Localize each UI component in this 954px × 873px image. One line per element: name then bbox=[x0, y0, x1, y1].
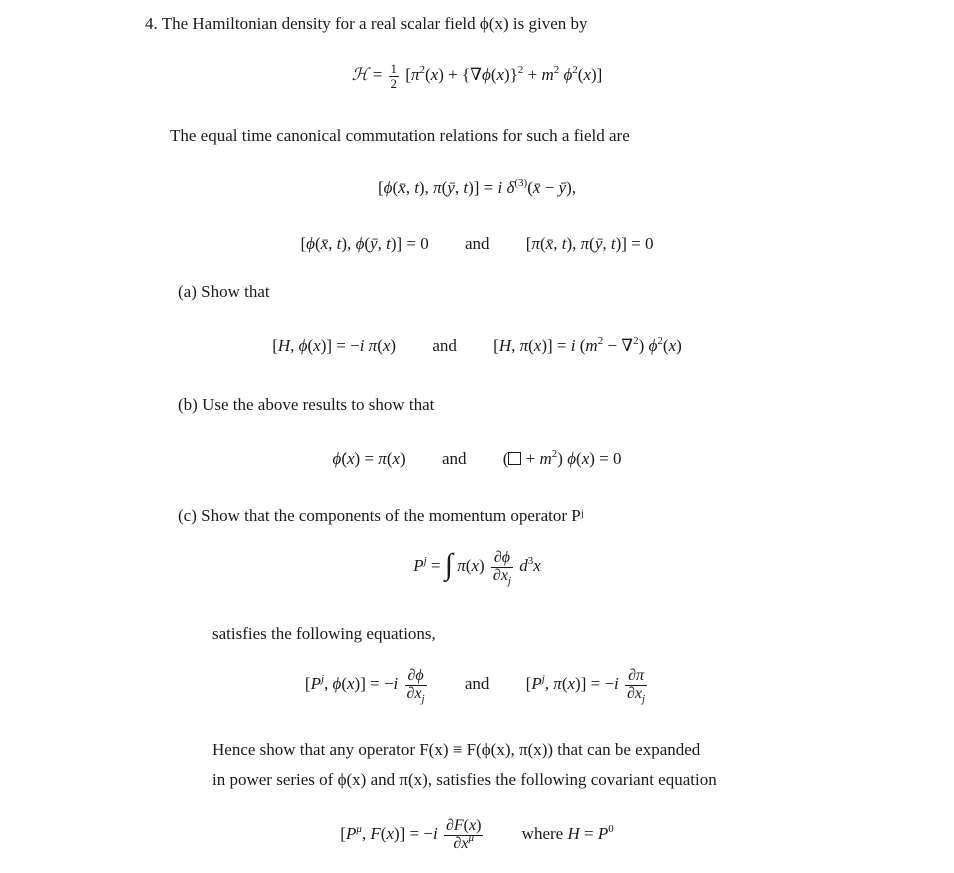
satisfies-text: satisfies the following equations, bbox=[212, 624, 436, 643]
part-b-equation: ϕ̇(x) = π(x) and ( + $m^2$) ϕ(x) = 0 bbox=[332, 448, 622, 468]
ccr-equation-phi-pi: [ϕ(x̄, t), π(ȳ, t)] = i $\delta^{(3)}(x̄$ − ȳ), bbox=[377, 177, 576, 197]
and-connector: and bbox=[465, 234, 490, 253]
hence-text-line2: in power series of ϕ(x) and π(x), satisfies the following covariant equation bbox=[212, 770, 717, 789]
hence-text-line1: Hence show that any operator F(x) ≡ F(ϕ(x), π(x)) that can be expanded bbox=[212, 740, 701, 759]
momentum-commutator-equations: [$P^j$, ϕ(x)] = −i $\frac{\partial\phi}{\partial x_j}$ and [$P^j$, π(x)] = −i $\frac{\partial\pi}{\partial x_j}$ bbox=[304, 667, 646, 705]
and-connector: and bbox=[464, 674, 490, 694]
problem-intro bbox=[145, 14, 587, 34]
ccr-equation-phi-phi-pi-pi: [ϕ(x̄, t), ϕ(ȳ, t)] = 0 and [π(x̄, t), π(ȳ, t)] = 0 bbox=[300, 234, 654, 253]
part-a-heading bbox=[178, 282, 270, 302]
part-a-equation: [H, ϕ(x)] = −i π(x) and [H, π(x)] = i $(m^2 - \nabla^2)$ $\phi^2(x)$ bbox=[272, 335, 682, 355]
part-c-label: (c) bbox=[178, 506, 197, 525]
part-b-text: Use the above results to show that bbox=[202, 395, 435, 414]
problem-number: 4. bbox=[145, 14, 158, 33]
problem-intro-text: The Hamiltonian density for a real scalar field ϕ(x) is given by bbox=[161, 14, 588, 33]
hamiltonian-density-equation: ℋ = $\frac{1}{2}$ [$\pi^2(x) + \{\nabla\phi(x)\}^2 + m^2$ $\phi^2(x)$] bbox=[351, 61, 603, 91]
and-connector: and bbox=[432, 336, 457, 355]
momentum-operator-equation: $P^j$ = ∫ π(x) $\frac{\partial\phi}{\partial x_j}$ $d^3x$ bbox=[413, 548, 541, 587]
part-a-label: (a) bbox=[178, 282, 197, 301]
where-connector: where bbox=[521, 824, 564, 844]
part-c-text: Show that the components of the momentum operator Pʲ bbox=[201, 506, 584, 525]
and-connector: and bbox=[441, 449, 467, 468]
part-b-heading bbox=[178, 395, 434, 415]
dalembertian-box-icon bbox=[508, 452, 521, 465]
ccr-intro-text: The equal time canonical commutation relations for such a field are bbox=[170, 126, 630, 145]
part-c-heading bbox=[178, 506, 583, 526]
part-b-label: (b) bbox=[178, 395, 198, 414]
part-a-text: Show that bbox=[201, 282, 270, 301]
covariant-equation: [$P^\mu$, F(x)] = −i $\frac{\partial F(x)}{\partial x^\mu}$ where $H = P^0$ bbox=[340, 817, 614, 852]
